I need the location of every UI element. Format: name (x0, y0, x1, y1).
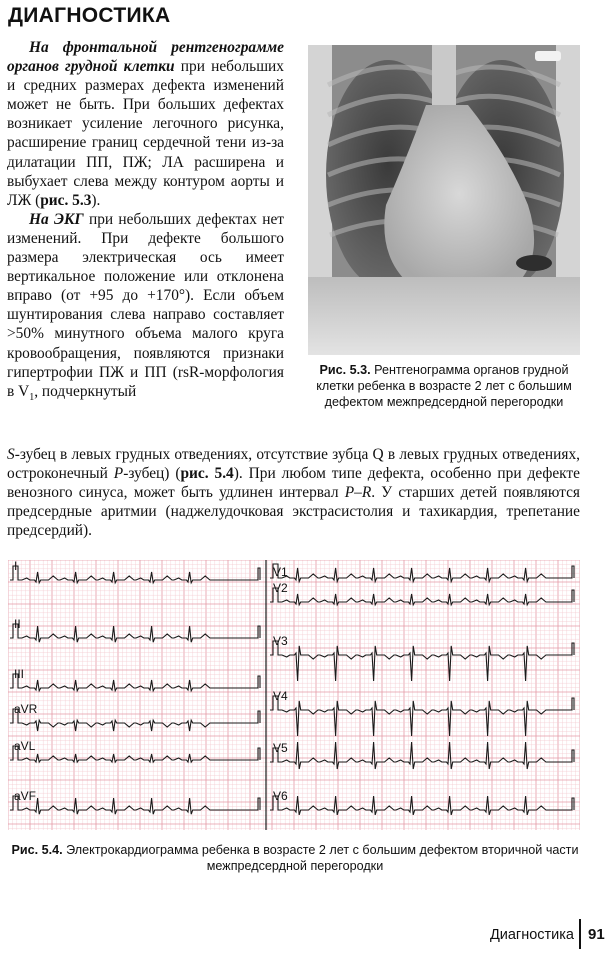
p2-sub: 1 (29, 391, 35, 403)
p-text: -зубец) ( (123, 465, 181, 483)
ecg-label-iii: III (14, 667, 25, 681)
wide-text (7, 445, 580, 540)
wide-end: . У старших детей появляются предсердные аритмии (наджелудочковая экстрасистолия и тахикардия, трепетание предсердий). (7, 484, 581, 540)
ecg-label-i: I (14, 560, 18, 573)
ecg-grid (8, 560, 580, 830)
p1-body: при небольших и средних размерах дефекта изменений может не быть. При больших дефектах возникает усиление легочного рисунка, расширение границ сердечной тени из-за дилатации ПП, ПЖ; ЛА расширена и выбухает слева между контуром аорты и ЛЖ ( (7, 58, 284, 209)
ecg-label-v2: V2 (273, 581, 288, 595)
fig53-text: Рентгенограмма органов грудной клетки ребенка в возрасте 2 лет с большим дефектом межпредсердной перегородки (316, 363, 572, 409)
footer-divider (579, 919, 581, 949)
ecg-label-ii: II (14, 617, 21, 631)
p2-body: при небольших дефектах нет изменений. При дефекте большого размера электрическая ось имеет вертикальное положение или отклонена вправо (от +95 до +170°). Если объем шунтирования слева направо составляет >50% минутного объема малого круга кровообращения, появляются признаки гипертрофии ПЖ и ПП (rsR-морфология в V (7, 210, 284, 400)
fig53-caption (306, 362, 582, 410)
fig54-text: Электрокардиограмма ребенка в возрасте 2 лет с большим дефектом вторичной части межпредсердной перегородки (62, 843, 579, 873)
p-letter: P (113, 465, 124, 483)
page-number: 91 (588, 926, 605, 943)
ecg-label-v4: V4 (273, 689, 288, 703)
footer-section: Диагностика (489, 927, 574, 943)
s-letter: S (7, 446, 15, 463)
fig53-label: Рис. 5.3. (319, 363, 371, 377)
ecg-label-avf: aVF (14, 789, 37, 803)
ecg-label-avr: aVR (14, 702, 38, 716)
ecg-figure (8, 560, 580, 830)
section-header: ДИАГНОСТИКА (8, 4, 171, 27)
ecg-traces (10, 560, 574, 830)
chest-xray-image (308, 45, 580, 355)
ecg-label-avl: aVL (14, 739, 36, 753)
p1-ref: рис. 5.3 (40, 191, 92, 209)
p1-end: ). (91, 191, 101, 209)
fig54-caption (10, 842, 580, 874)
p2-lead: На ЭКГ (29, 210, 84, 228)
pr-interval: P–R (344, 484, 372, 502)
column-text (7, 38, 284, 407)
ecg-label-v6: V6 (273, 789, 288, 803)
ecg-label-v3: V3 (273, 634, 288, 648)
xray-drawing (308, 45, 580, 355)
fig54-ref: рис. 5.4 (180, 465, 234, 483)
p1-lead: На фронтальной рентгенограмме органов грудной клетки (7, 39, 284, 76)
p2-tail: , подчеркнутый (34, 382, 137, 400)
after-ref: ). При любом типе дефекта, особенно при дефекте венозного синуса, может быть удлинен интервал (7, 465, 580, 502)
ecg-label-v5: V5 (273, 741, 288, 755)
ecg-label-v1: V1 (273, 565, 288, 579)
s-text: -зубец в левых грудных отведениях, отсутствие зубца Q в левых грудных отведениях, остроконечный (7, 446, 580, 483)
fig54-label: Рис. 5.4. (11, 843, 63, 857)
